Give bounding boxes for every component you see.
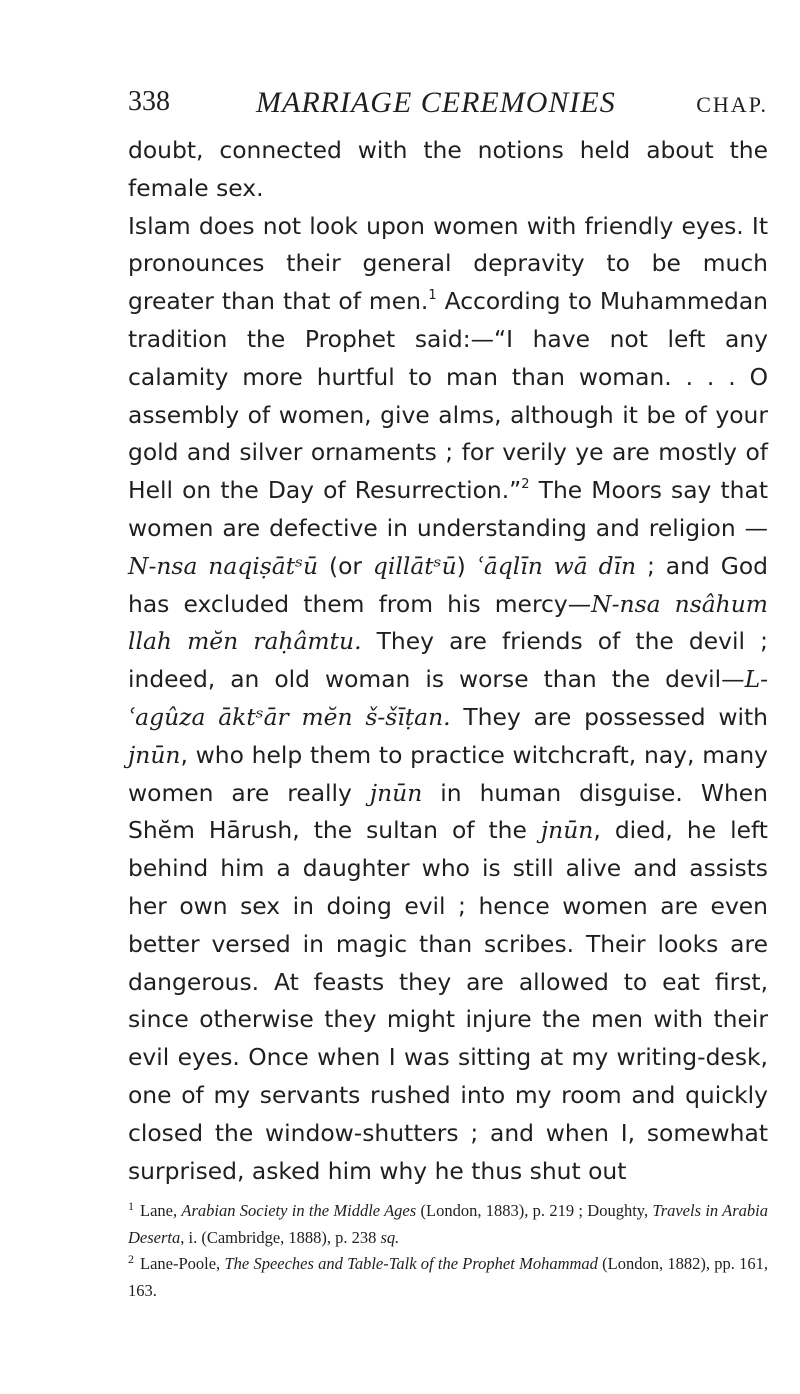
footnotes [128, 1198, 768, 1304]
text-run: (London, 1882), pp. 161, 163. [128, 1254, 768, 1300]
footnote-number: 2 [128, 1252, 134, 1266]
text-run: Lane-Poole, [140, 1254, 225, 1273]
text-run: , i. (Cambridge, 1888), p. 238 [180, 1228, 381, 1247]
text-run: Lane, [140, 1201, 182, 1220]
footnote-1 [128, 1198, 768, 1251]
text-run: They are friends of the devil ; indeed, an old woman is worse than the devil— [128, 627, 768, 694]
text-run: ; and God has excluded them from his mercy— [128, 551, 768, 618]
arabic-word: jnūn [128, 740, 181, 769]
footnote-number: 1 [128, 1199, 134, 1213]
book-title: Travels in Arabia Deserta [128, 1201, 768, 1247]
text-run: According to Muhammedan tradition the Prophet said:—“I have not left any calamity more hurtful to man than woman. . . . O assembly of women, give alms, although it be of your gold and silver ornaments ; for verily ye are mostly of Hell on the Day of Resurrection.” [128, 287, 768, 505]
text-run: The Moors say that women are defective in understanding and religion — [128, 476, 768, 542]
footnote-2 [128, 1251, 768, 1304]
arabic-phrase: N-nsa nsâhum llah mĕn raḥâmtu. [128, 589, 768, 656]
text-run: (or [318, 551, 373, 580]
book-title: The Speeches and Table-Talk of the Prophet Mohammad [224, 1254, 598, 1273]
page-number: 338 [128, 86, 170, 117]
footnote-ref-2: 2 [521, 477, 530, 493]
arabic-phrase: L-ʿagûza āktˢār mĕn š-šīṭan. [128, 665, 768, 731]
arabic-phrase: N-nsa naqiṣātˢū [128, 551, 319, 580]
paragraph-islam [128, 208, 768, 1191]
chapter-label: CHAP. [696, 92, 768, 117]
arabic-phrase: ʿāqlīn wā dīn [476, 551, 637, 580]
text-run: ) [456, 551, 477, 580]
text-run: They are possessed with [450, 702, 768, 731]
footnote-ref-1: 1 [428, 288, 437, 304]
text-run: Islam does not look upon women with friendly eyes. It pronounces their general depravity to be much greater than that of men. [128, 211, 768, 316]
text-run: in human disguise. When Shĕm Hārush, the sultan of the [128, 778, 768, 845]
body-text [128, 132, 768, 1190]
arabic-word: jnūn [540, 816, 594, 845]
page-header [128, 86, 768, 126]
abbreviation: sq. [380, 1228, 400, 1247]
text-run: (London, 1883), p. 219 ; Doughty, [416, 1201, 653, 1220]
arabic-phrase: qillātˢū [372, 551, 457, 580]
arabic-word: jnūn [369, 778, 423, 807]
paragraph-continuation: doubt, connected with the notions held about the female sex. [128, 136, 768, 202]
book-title: Arabian Society in the Middle Ages [181, 1201, 417, 1220]
running-head: MARRIAGE CEREMONIES [256, 86, 616, 119]
text-run: , who help them to practice witchcraft, nay, many women are really [128, 740, 768, 807]
text-run: , died, he left behind him a daughter who is still alive and assists her own sex in doing evil ; hence women are even better versed in magic than scribes. Their looks are dangerous. At feasts they are allowed to eat first, since otherwise they might injure the men with their evil eyes. Once when I was sitting at my writing-desk, one of my servants rushed into my room and quickly closed the window-shutters ; and when I, somewhat surprised, asked him why he thus shut out [128, 816, 768, 1185]
